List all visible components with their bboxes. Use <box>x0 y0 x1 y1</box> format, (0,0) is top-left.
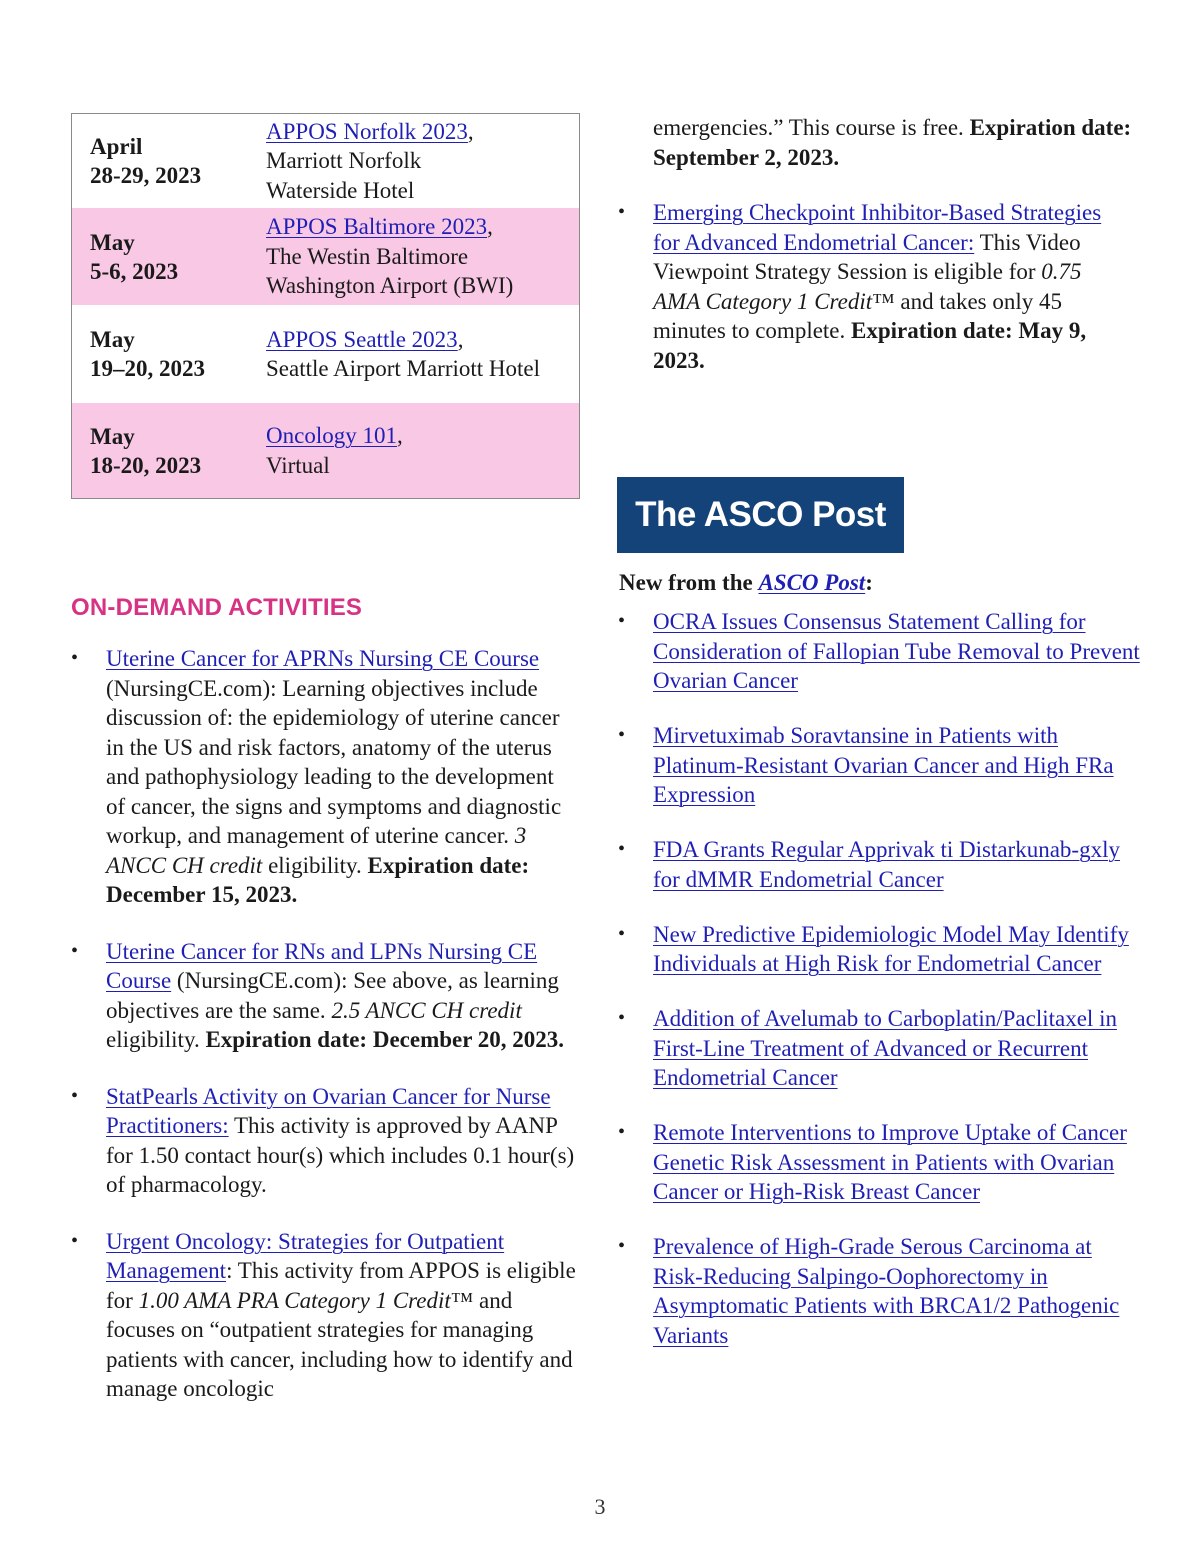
event-location: Oncology 101, Virtual <box>266 403 579 498</box>
event-date-days: 28-29, 2023 <box>90 163 202 188</box>
item-text: (NursingCE.com): See above, as learning objectives are the same. <box>106 968 559 1023</box>
list-item <box>618 835 1143 894</box>
event-location: APPOS Baltimore 2023, The Westin Baltimore Washington Airport (BWI) <box>266 208 579 305</box>
bullet-icon: • <box>618 1121 626 1143</box>
bullet-icon: • <box>71 647 79 669</box>
event-venue-line: Washington Airport (BWI) <box>266 273 514 299</box>
on-demand-list <box>71 644 576 1431</box>
list-item <box>71 1082 576 1200</box>
event-date-month: May <box>90 229 135 255</box>
asco-post-logo-text: The ASCO Post <box>635 495 886 534</box>
event-date <box>72 208 266 305</box>
asco-article-list <box>618 607 1143 1376</box>
event-location: APPOS Norfolk 2023, Marriott Norfolk Waterside Hotel <box>266 114 579 208</box>
asco-post-logo <box>617 477 904 553</box>
item-text: emergencies.” This course is free. <box>653 115 970 140</box>
event-link-baltimore[interactable]: APPOS Baltimore 2023 <box>266 214 488 240</box>
event-date <box>72 305 266 403</box>
event-link-oncology-101[interactable]: Oncology 101 <box>266 423 397 448</box>
event-venue-line: Seattle Airport Marriott Hotel <box>266 356 541 381</box>
asco-intro <box>619 568 873 597</box>
course-link-uterine-rn-lpn[interactable]: Uterine Cancer for RNs and LPNs Nursing CE Course <box>106 938 538 993</box>
asco-post-link[interactable]: ASCO Post <box>758 570 866 595</box>
item-expiration: Expiration date: December 15, 2023. <box>106 852 530 907</box>
item-expiration: Expiration date: May 9, 2023. <box>653 318 1087 373</box>
event-date-month: May <box>90 327 135 352</box>
bullet-icon: • <box>618 922 626 945</box>
event-location: APPOS Seattle 2023, Seattle Airport Marriott Hotel <box>266 305 579 403</box>
right-activity-list <box>618 198 1133 375</box>
asco-intro-prefix: New from the <box>619 570 759 595</box>
continued-item-text <box>653 113 1133 172</box>
list-item <box>618 1118 1143 1207</box>
event-venue-line: Waterside Hotel <box>266 177 415 203</box>
bullet-icon: • <box>618 724 626 746</box>
event-venue-line: Virtual <box>266 452 330 478</box>
event-row-seattle <box>72 305 579 403</box>
item-expiration: Expiration date: September 2, 2023. <box>653 115 1132 170</box>
event-link-norfolk[interactable]: APPOS Norfolk 2023 <box>266 118 468 144</box>
section-heading-on-demand: ON-DEMAND ACTIVITIES <box>71 594 363 621</box>
list-item <box>618 1004 1143 1093</box>
list-item <box>618 198 1133 375</box>
asco-intro-suffix: : <box>865 570 873 595</box>
item-text: This Video Viewpoint Strategy Session is eligible for <box>653 229 1081 284</box>
item-text: eligibility. <box>262 852 368 878</box>
article-link-mirvetuximab[interactable]: Mirvetuximab Soravtansine in Patients with Platinum-Resistant Ovarian Cancer and High FRa Expression <box>653 723 1114 807</box>
event-date-days: 19–20, 2023 <box>90 356 205 381</box>
event-row-norfolk <box>72 114 579 208</box>
event-date <box>72 403 266 498</box>
bullet-icon: • <box>71 1084 79 1107</box>
item-credit: 0.75 AMA Category 1 Credit <box>653 259 1082 314</box>
item-text: eligibility. <box>106 1027 206 1052</box>
list-item <box>618 721 1143 810</box>
item-credit: 2.5 ANCC CH credit <box>331 997 522 1023</box>
bullet-icon: • <box>618 1235 626 1257</box>
article-link-predictive-model[interactable]: New Predictive Epidemiologic Model May Identify Individuals at High Risk for Endometrial Cancer <box>653 921 1129 976</box>
event-link-seattle[interactable]: APPOS Seattle 2023 <box>266 326 458 352</box>
list-item <box>71 644 576 910</box>
bullet-icon: • <box>71 1229 79 1252</box>
article-link-remote-interventions[interactable]: Remote Interventions to Improve Uptake of Cancer Genetic Risk Assessment in Patients with Ovarian Cancer or High-Risk Breast Cancer <box>653 1120 1127 1204</box>
list-item <box>618 1232 1143 1350</box>
bullet-icon: • <box>618 201 626 223</box>
bullet-icon: • <box>618 1007 626 1029</box>
event-venue-line: The Westin Baltimore <box>266 243 469 269</box>
item-text: This activity is approved by AANP for 1.50 contact hour(s) which includes 0.1 hour(s) of pharmacology. <box>106 1113 575 1197</box>
course-link-urgent-oncology[interactable]: Urgent Oncology: Strategies for Outpatient Management <box>106 1228 505 1283</box>
bullet-icon: • <box>71 939 79 962</box>
event-date-days: 18-20, 2023 <box>90 452 202 478</box>
article-link-prevalence[interactable]: Prevalence of High-Grade Serous Carcinoma at Risk-Reducing Salpingo-Oophorectomy in Asymptomatic Patients with BRCA1/2 Pathogenic Variants <box>653 1234 1120 1348</box>
course-link-checkpoint-inhibitor[interactable]: Emerging Checkpoint Inhibitor-Based Strategies for Advanced Endometrial Cancer: <box>653 200 1102 255</box>
article-link-avelumab[interactable]: Addition of Avelumab to Carboplatin/Paclitaxel in First-Line Treatment of Advanced or Recurrent Endometrial Cancer <box>653 1006 1117 1090</box>
article-link-ocra[interactable]: OCRA Issues Consensus Statement Calling for Consideration of Fallopian Tube Removal to Prevent Ovarian Cancer <box>653 609 1140 693</box>
event-date-days: 5-6, 2023 <box>90 258 179 284</box>
list-item <box>71 937 576 1055</box>
list-item <box>71 1227 576 1404</box>
item-text: ™ and takes only 45 minutes to complete. <box>653 288 1063 343</box>
bullet-icon: • <box>618 838 626 860</box>
item-credit: 1.00 AMA PRA Category 1 Credit <box>138 1287 451 1313</box>
item-text: (NursingCE.com): Learning objectives include discussion of: the epidemiology of uterine cancer in the US and risk factors, anatomy of the uterus and pathophysiology leading to the development of cancer, the signs and symptoms and diagnostic workup, and management of uterine cancer. <box>106 675 562 848</box>
list-item <box>618 607 1143 696</box>
bullet-icon: • <box>618 610 626 632</box>
item-text: ™ and focuses on “outpatient strategies for managing patients with cancer, including how to identify and manage oncologic <box>106 1287 573 1401</box>
event-row-oncology-101 <box>72 403 579 498</box>
course-link-uterine-aprn[interactable]: Uterine Cancer for APRNs Nursing CE Course <box>106 646 540 671</box>
article-link-fda-grants[interactable]: FDA Grants Regular Apprivak ti Distarkunab-gxly for dMMR Endometrial Cancer <box>653 837 1120 892</box>
list-item <box>618 920 1143 979</box>
event-date-month: April <box>90 134 143 159</box>
item-credit: 3 ANCC CH credit <box>106 823 527 878</box>
event-date-month: May <box>90 423 135 449</box>
event-date <box>72 114 266 208</box>
event-row-baltimore <box>72 208 579 305</box>
event-venue-line: Marriott Norfolk <box>266 148 422 174</box>
item-text: : This activity from APPOS is eligible for <box>106 1258 576 1313</box>
item-expiration: Expiration date: December 20, 2023. <box>205 1027 565 1052</box>
events-table <box>71 113 580 499</box>
page-number: 3 <box>594 1494 606 1519</box>
course-link-statpearls[interactable]: StatPearls Activity on Ovarian Cancer for Nurse Practitioners: <box>106 1083 551 1138</box>
